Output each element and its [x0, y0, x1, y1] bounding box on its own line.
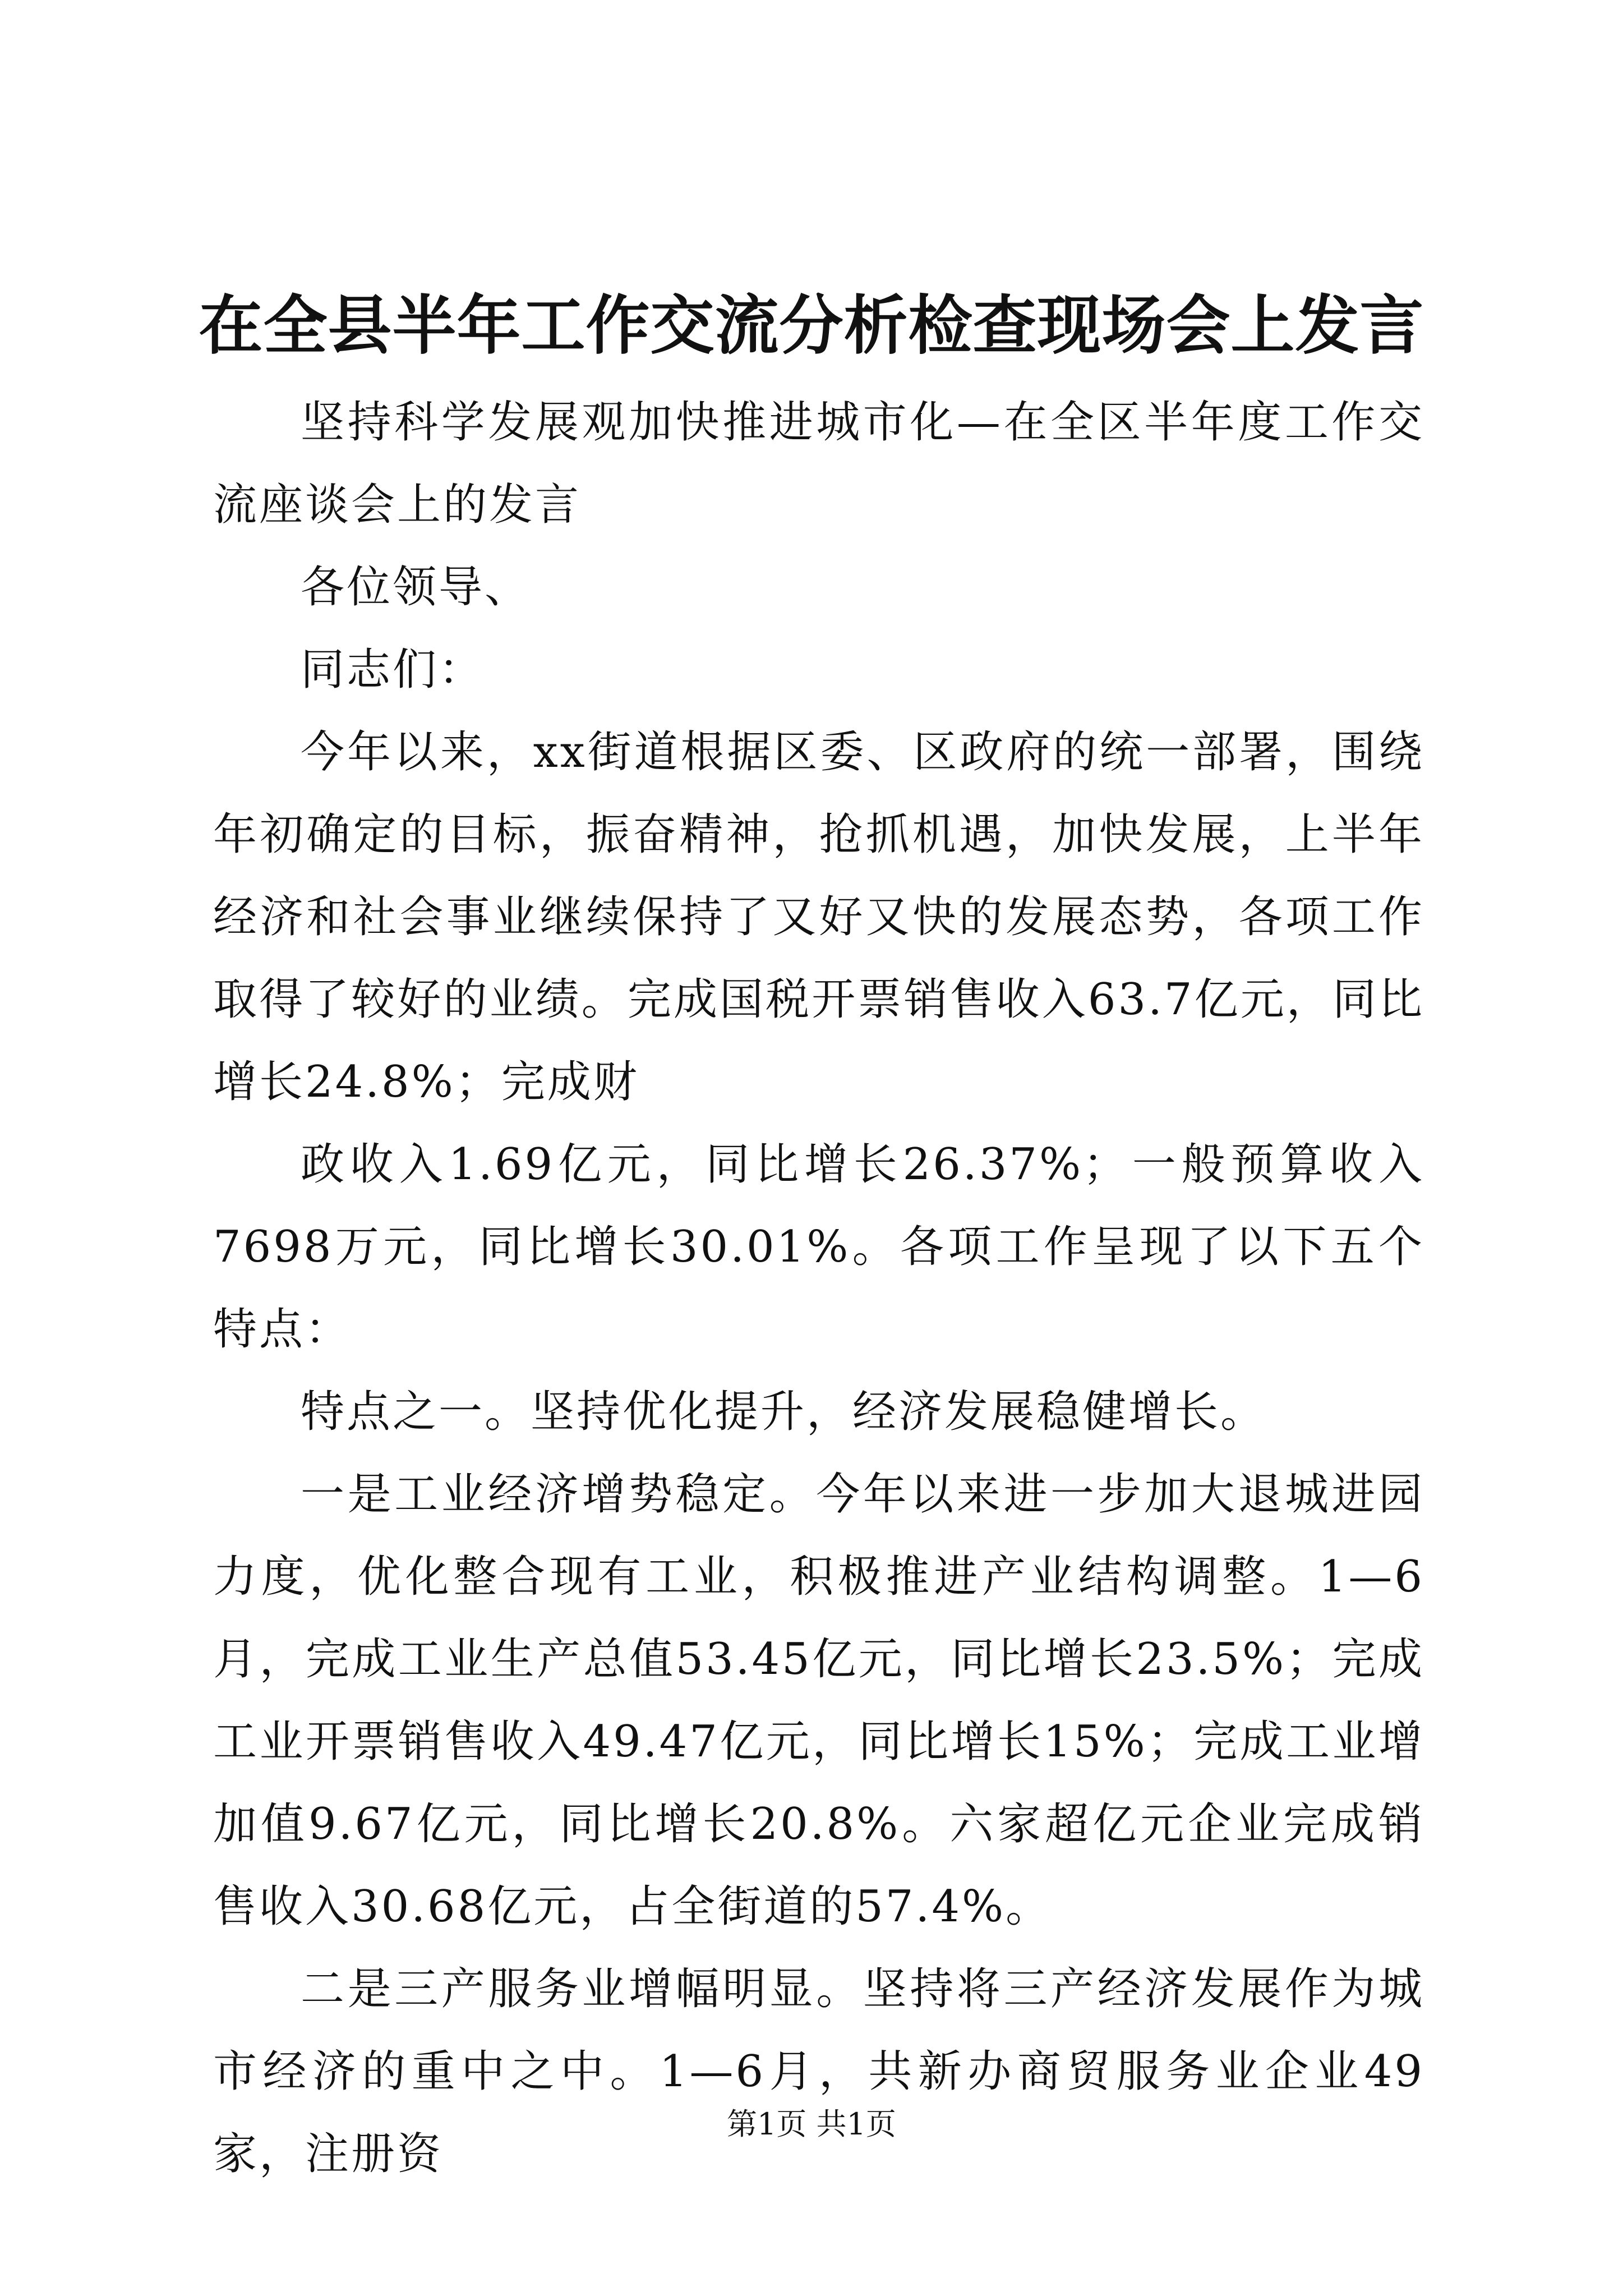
body-paragraph-feature-heading: 特点之一。坚持优化提升，经济发展稳健增长。 [301, 1387, 1267, 1437]
page-footer: 第1页 共1页 [727, 2106, 896, 2142]
body-paragraph-salutation-comrades: 同志们： [301, 645, 485, 695]
body-paragraph: 政收入1.69亿元，同比增长26.37%；一般预算收入7698万元，同比增长30.01%。各项工作呈现了以下五个特点： [213, 1139, 1424, 1355]
document-title: 在全县半年工作交流分析检查现场会上发言 [199, 288, 1424, 363]
body-paragraph: 二是三产服务业增幅明显。坚持将三产经济发展作为城市经济的重中之中。1—6月，共新办商贸服务业企业49家，注册资 [213, 1964, 1424, 2179]
body-paragraph: 一是工业经济增势稳定。今年以来进一步加大退城进园力度，优化整合现有工业，积极推进产业结构调整。1—6月，完成工业生产总值53.45亿元，同比增长23.5%；完成工业开票销售收入49.47亿元，同比增长15%；完成工业增加值9.67亿元，同比增长20.8%。六家超亿元企业完成销售收入30.68亿元，占全街道的57.4%。 [213, 1469, 1424, 1932]
body-paragraph: 今年以来，xx街道根据区委、区政府的统一部署，围绕年初确定的目标，振奋精神，抢抓机遇，加快发展，上半年经济和社会事业继续保持了又好又快的发展态势，各项工作取得了较好的业绩。完成国税开票销售收入63.7亿元，同比增长24.8%；完成财 [213, 727, 1424, 1107]
body-paragraph-subtitle: 坚持科学发展观加快推进城市化—在全区半年度工作交流座谈会上的发言 [213, 397, 1424, 530]
document-body [213, 381, 1424, 2196]
body-paragraph-salutation-leaders: 各位领导、 [301, 562, 531, 613]
